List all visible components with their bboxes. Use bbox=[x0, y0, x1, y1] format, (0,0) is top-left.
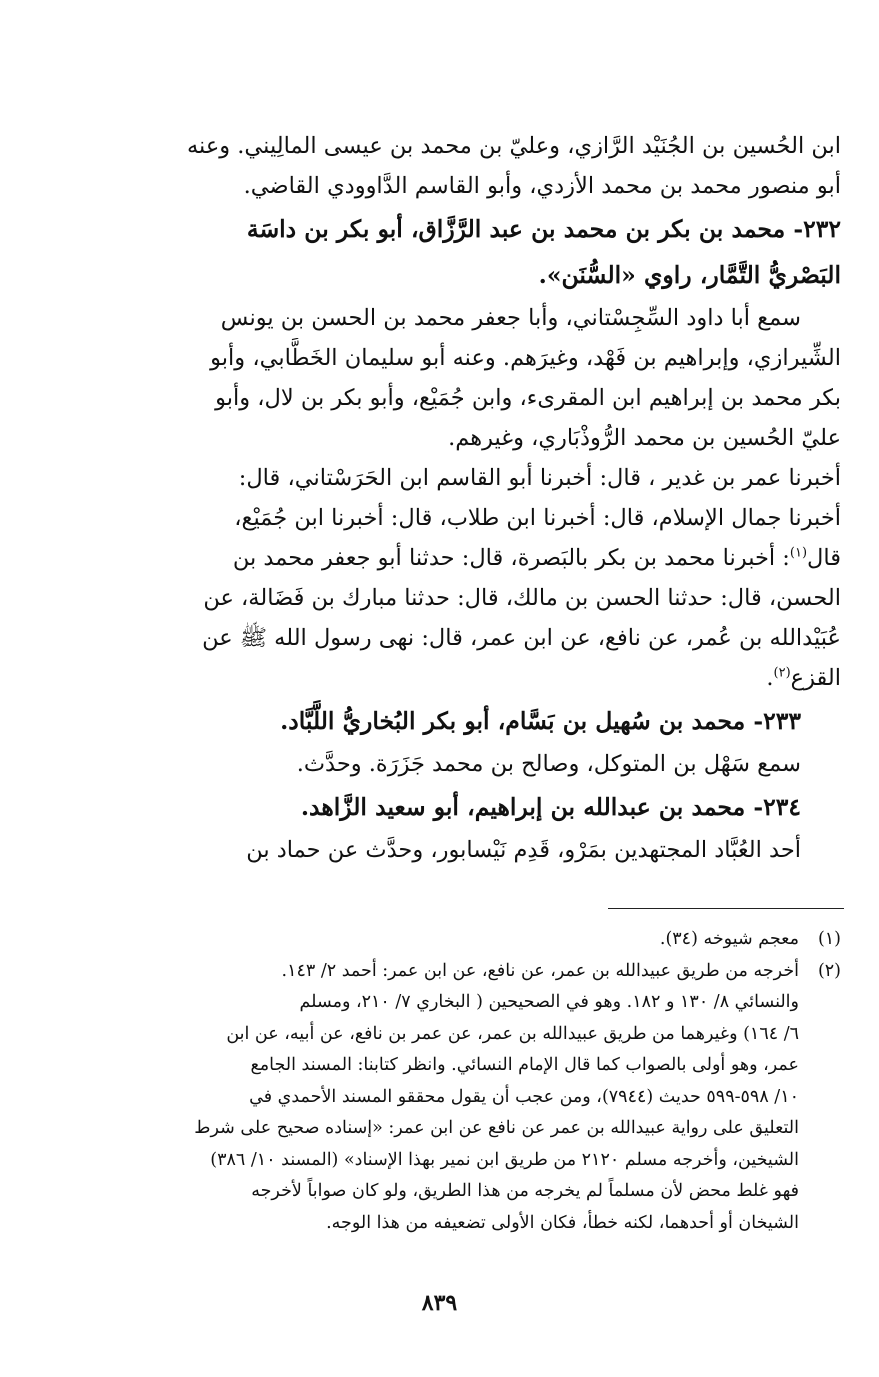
footnote-ref-1[interactable]: (١) bbox=[789, 545, 808, 561]
text-segment: : أخبرنا محمد بن بكر بالبَصرة، قال: حدثنا أبو جعفر محمد بن bbox=[232, 545, 790, 571]
page-number: ٨٣٩ bbox=[421, 1290, 458, 1316]
text-line: الحسن، قال: حدثنا الحسن بن مالك، قال: حدثنا مبارك بن فَضَالة، عن bbox=[203, 585, 841, 611]
text-line bbox=[132, 538, 841, 578]
footnote-number: (٢) bbox=[817, 960, 841, 981]
text-line: عُبَيْدالله بن عُمر، عن نافع، عن ابن عمر، قال: نهى رسول الله ﷺ عن bbox=[202, 625, 841, 651]
text-segment: . bbox=[766, 665, 774, 691]
text-line: أخبرنا جمال الإسلام، قال: أخبرنا ابن طلاب، قال: أخبرنا ابن جُمَيْع، bbox=[234, 505, 841, 531]
footnotes bbox=[132, 924, 841, 1239]
footnote-text: فهو غلط محض لأن مسلماً لم يخرجه من هذا الطريق، ولو كان صواباً لأخرجه bbox=[251, 1181, 799, 1201]
footnote-text: والنسائي ٨/ ١٣٠ و ١٨٢. وهو في الصحيحين ( البخاري ٧/ ٢١٠، ومسلم bbox=[299, 992, 799, 1012]
footnote-text: التعليق على رواية عبيدالله بن عمر عن نافع عن ابن عمر: «إسناده صحيح على شرط bbox=[194, 1118, 799, 1138]
text-line: سمع أبا داود السِّجِسْتاني، وأبا جعفر محمد بن الحسن بن يونس bbox=[220, 305, 801, 331]
text-line: الشِّيرازي، وإبراهيم بن فَهْد، وغيرَهم. وعنه أبو سليمان الخَطَّابي، وأبو bbox=[210, 345, 841, 371]
footnote-text: معجم شيوخه (٣٤). bbox=[659, 929, 799, 949]
footnote-1 bbox=[132, 924, 841, 956]
text-line bbox=[132, 658, 841, 698]
main-text bbox=[132, 126, 841, 870]
text-line: أحد العُبَّاد المجتهدين بمَرْو، قَدِم نَيْسابور، وحدَّث عن حماد بن bbox=[246, 837, 801, 863]
text-line: عليّ الحُسين بن محمد الرُّوذْبَاري، وغيرهم. bbox=[448, 425, 841, 451]
footnote-number: (١) bbox=[817, 929, 841, 949]
text-line: سمع سَهْل بن المتوكل، وصالح بن محمد جَزَرَة. وحدَّث. bbox=[296, 751, 801, 777]
text-line: أبو منصور محمد بن محمد الأزدي، وأبو القاسم الدَّاوودي القاضي. bbox=[243, 173, 841, 199]
footnote-ref-2[interactable]: (٢) bbox=[773, 665, 791, 681]
text-line: بكر محمد بن إبراهيم ابن المقرىء، وابن جُمَيْع، وأبو بكر بن لال، وأبو bbox=[215, 385, 841, 411]
entry-heading-232: ٢٣٢- محمد بن بكر بن محمد بن عبد الرَّزَّاق، أبو بكر بن داسَة bbox=[246, 215, 841, 243]
text-segment: القزع bbox=[790, 665, 841, 691]
footnote-text: الشيخين، وأخرجه مسلم ٢١٢٠ من طريق ابن نمير بهذا الإسناد» (المسند ١٠/ ٣٨٦) bbox=[210, 1149, 799, 1170]
footnote-text: أخرجه من طريق عبيدالله بن عمر، عن نافع، عن ابن عمر: أحمد ٢/ ١٤٣. bbox=[281, 960, 799, 981]
text-line: أخبرنا عمر بن غدير ، قال: أخبرنا أبو القاسم ابن الحَرَسْتاني، قال: bbox=[238, 465, 841, 491]
entry-heading-232-cont: البَصْريُّ التَّمَّار، راوي «السُّنَن». bbox=[538, 261, 841, 289]
entry-heading-234: ٢٣٤- محمد بن عبدالله بن إبراهيم، أبو سعيد الزَّاهد. bbox=[300, 793, 801, 821]
text-segment: قال bbox=[807, 545, 841, 571]
footnote-text: ٦/ ١٦٤) وغيرهما من طريق عبيدالله بن عمر، عن عمر بن نافع، عن أبيه، عن ابن bbox=[226, 1023, 799, 1044]
text-line: ابن الحُسين بن الجُنَيْد الرَّازي، وعليّ بن محمد بن عيسى المالِيني. وعنه bbox=[186, 133, 841, 159]
footnote-text: الشيخان أو أحدهما، لكنه خطأ، فكان الأولى تضعيفه من هذا الوجه. bbox=[326, 1212, 799, 1233]
entry-heading-233: ٢٣٣- محمد بن سُهيل بن بَسَّام، أبو بكر البُخاريُّ اللَّبَّاد. bbox=[280, 707, 801, 735]
footnote-text: ١٠/ ٥٩٨-٥٩٩ حديث (٧٩٤٤)، ومن عجب أن يقول محققو المسند الأحمدي في bbox=[249, 1086, 799, 1107]
footnote-2 bbox=[132, 956, 841, 988]
footnote-divider bbox=[608, 908, 844, 909]
footnote-text: عمر، وهو أولى بالصواب كما قال الإمام النسائي. وانظر كتابنا: المسند الجامع bbox=[250, 1055, 799, 1075]
